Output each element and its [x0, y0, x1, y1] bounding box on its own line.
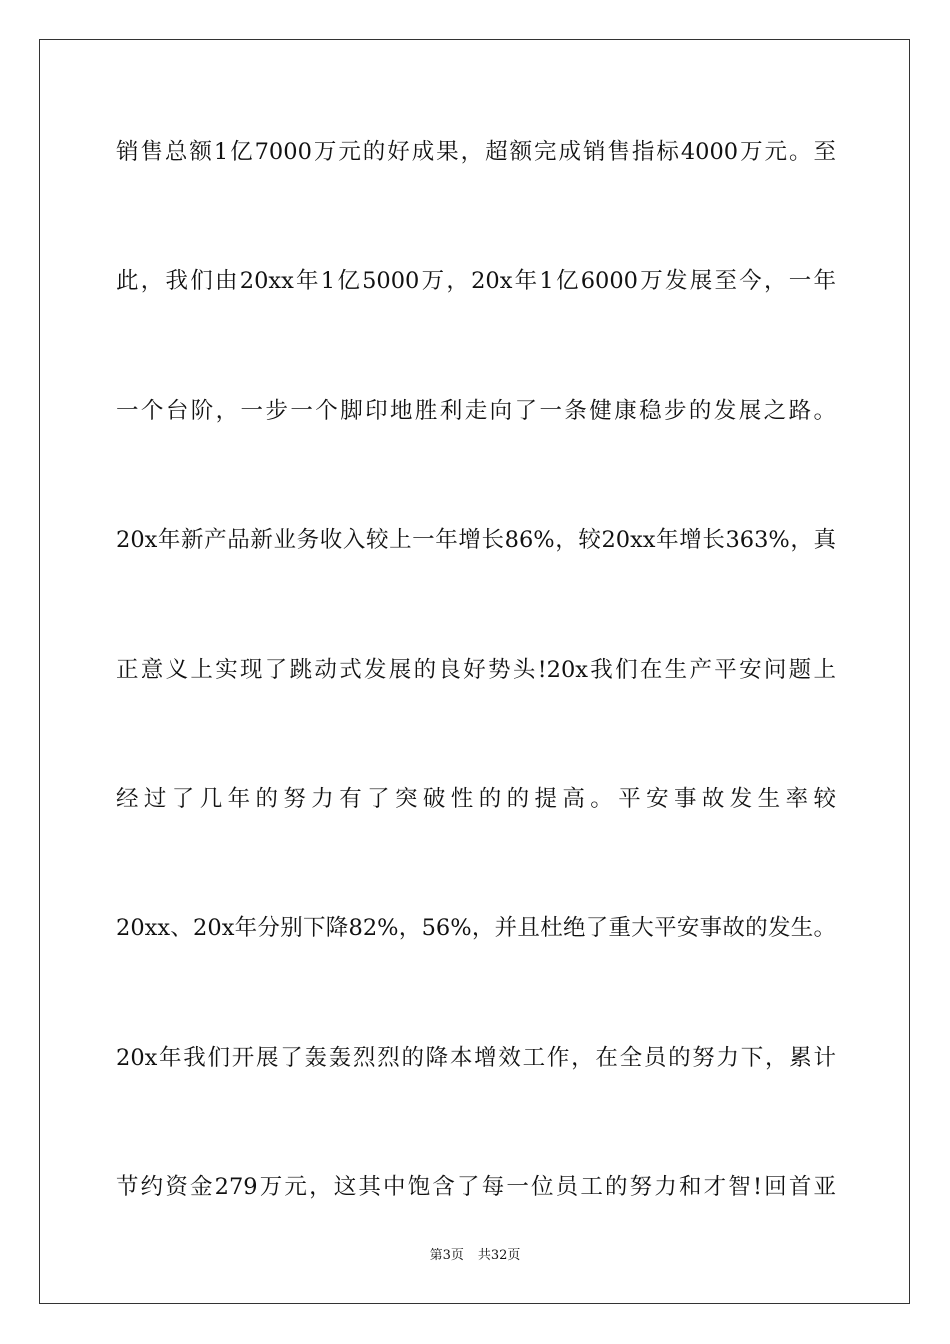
text-line: 节约资金279万元，这其中饱含了每一位员工的努力和才智!回首亚: [116, 1174, 836, 1201]
text-line: 20x年新产品新业务收入较上一年增长86%，较20xx年增长363%，真: [116, 527, 836, 554]
page-footer: [0, 1246, 950, 1266]
text-line: 正意义上实现了跳动式发展的良好势头!20x我们在生产平安问题上: [116, 656, 836, 683]
page-total: 共32页: [477, 1248, 521, 1263]
text-line: 销售总额1亿7000万元的好成果，超额完成销售指标4000万元。至: [116, 139, 836, 165]
text-line: 此，我们由20xx年1亿5000万，20x年1亿6000万发展至今，一年: [116, 268, 836, 295]
text-line: 20xx、20x年分别下降82%，56%，并且杜绝了重大平安事故的发生。: [116, 915, 836, 942]
document-body: [116, 131, 836, 1296]
text-line: 20x年我们开展了轰轰烈烈的降本增效工作，在全员的努力下，累计: [116, 1044, 836, 1071]
page-number: 第3页: [429, 1248, 464, 1263]
text-line: 经过了几年的努力有了突破性的的提高。平安事故发生率较: [116, 785, 836, 812]
text-line: 一个台阶，一步一个脚印地胜利走向了一条健康稳步的发展之路。: [116, 397, 836, 424]
